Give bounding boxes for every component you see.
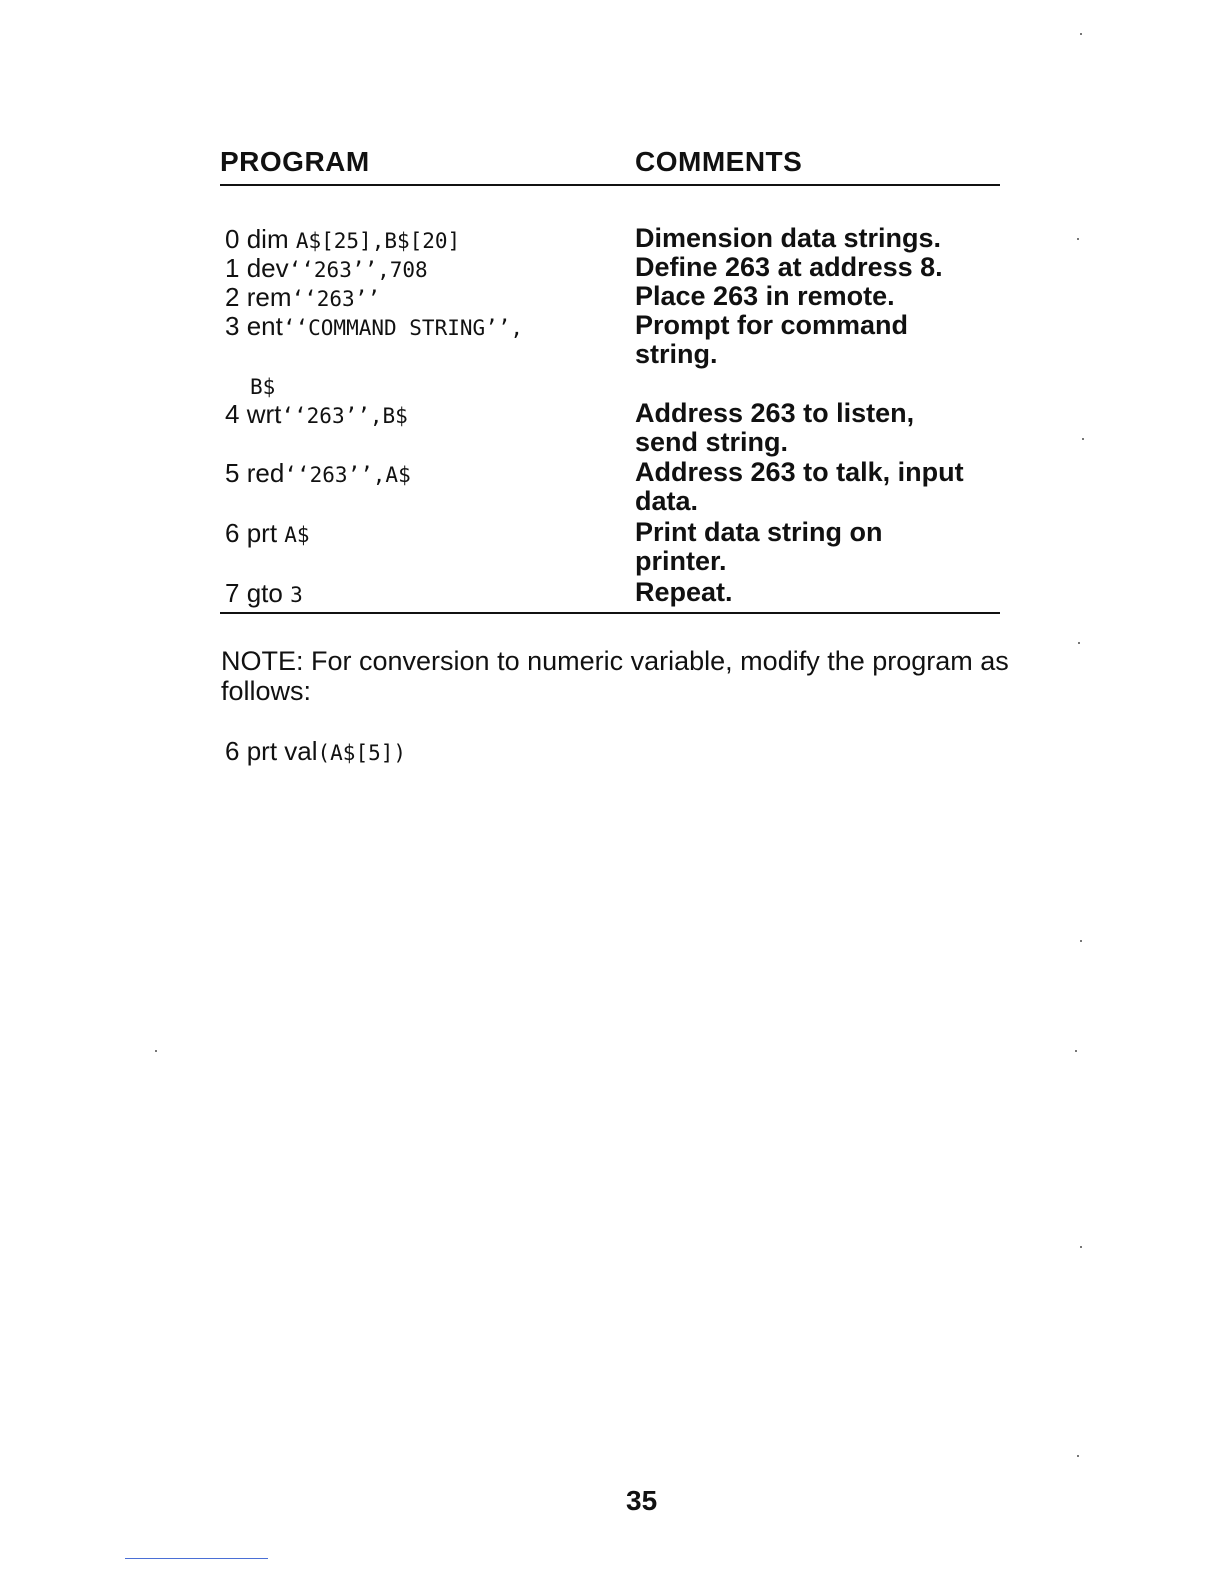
- comments-column-header: COMMENTS: [635, 146, 803, 177]
- comment-text: Address 263 to listen, send string.: [635, 398, 915, 457]
- comment-text: Place 263 in remote.: [635, 281, 895, 311]
- modified-program-line: 6 prt val(A$[5]): [225, 736, 407, 766]
- scan-speck: [155, 1050, 157, 1052]
- program-line: 3 ent‘‘COMMAND STRING’’,: [225, 311, 524, 341]
- comment-text: Prompt for command string.: [635, 310, 909, 369]
- scan-speck: [1077, 1455, 1079, 1457]
- scan-speck: [1077, 238, 1079, 240]
- scan-speck: [1075, 1050, 1077, 1052]
- scan-speck: [1080, 1246, 1082, 1248]
- comment-text: Dimension data strings.: [635, 223, 942, 253]
- scan-edge-line: [125, 1558, 268, 1559]
- header-rule: [220, 184, 1000, 186]
- program-line: 4 wrt‘‘263’’,B$: [225, 399, 408, 429]
- note-paragraph: NOTE: For conversion to numeric variable, modify the program as follows:: [221, 646, 1009, 706]
- program-line: 0 dim A$[25],B$[20]: [225, 224, 461, 254]
- comment-text: Address 263 to talk, input data.: [635, 457, 964, 516]
- program-line: 1 dev‘‘263’’,708: [225, 253, 428, 283]
- scan-speck: [1080, 940, 1082, 942]
- program-line: 2 rem‘‘263’’: [225, 282, 380, 312]
- program-line-continuation: B$: [250, 375, 276, 399]
- page-number: 35: [626, 1485, 658, 1516]
- scan-speck: [1078, 642, 1080, 644]
- program-column-header: PROGRAM: [220, 146, 370, 177]
- scan-speck: [1082, 438, 1084, 440]
- program-line: 6 prt A$: [225, 518, 310, 548]
- comment-text: Repeat.: [635, 577, 733, 607]
- scan-speck: [1080, 33, 1082, 35]
- program-line: 7 gto 3: [225, 578, 303, 608]
- comment-text: Define 263 at address 8.: [635, 252, 943, 282]
- program-line: 5 red‘‘263’’,A$: [225, 458, 411, 488]
- comment-text: Print data string on printer.: [635, 517, 883, 576]
- table-bottom-rule: [220, 612, 1000, 614]
